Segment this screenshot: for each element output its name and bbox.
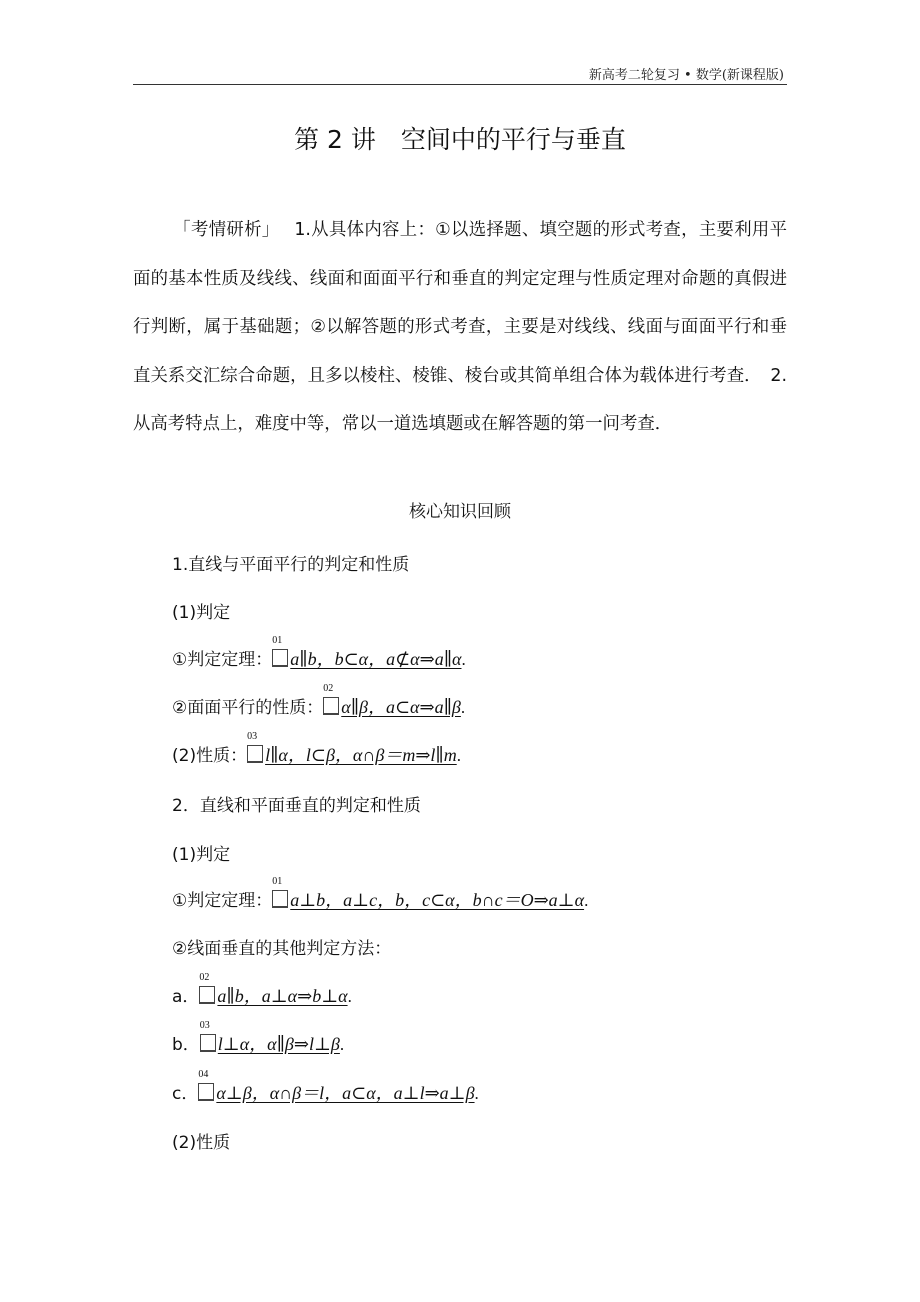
knowledge-line [172,1128,230,1153]
line-label: (2)性质 [172,1133,231,1153]
knowledge-line [172,840,230,865]
answer-blank-box[interactable] [272,635,288,667]
blank-number: 02 [323,683,334,694]
line-label: ②面面平行的性质： [172,698,324,718]
blank-number: 03 [199,1020,210,1031]
math-expression: α⊥β，α∩β＝l，a⊂α，a⊥l⇒a⊥β [216,1083,475,1103]
blank-number: 01 [272,635,283,646]
period: . [474,1084,479,1103]
knowledge-line [172,876,589,912]
page-title: 第 2 讲 空间中的平行与垂直 [294,125,626,154]
period: . [456,746,461,765]
blank-number: 04 [198,1069,209,1080]
line-label: ①判定定理： [172,891,273,911]
period: . [461,650,466,669]
answer-blank-box[interactable] [199,972,215,1004]
knowledge-line [172,635,466,671]
answer-blank-box[interactable] [198,1069,214,1101]
exam-analysis-text: 1.从具体内容上：①以选择题、填空题的形式考查，主要利用平面的基本性质及线线、线面和面面平行和垂直的判定定理与性质定理对命题的真假进行判断，属于基础题；②以解答题的形式考查，主要是对线线、线面与面面平行和垂直关系交汇综合命题，且多以棱柱、棱锥、棱台或其简单组合体为载体进行考查． 2.从高考特点上，难度中等，常以一道选填题或在解答题的第一问考查． [133,220,788,434]
period: . [339,1035,345,1054]
line-label: (2)性质： [172,746,248,766]
line-label: b． [172,1035,200,1055]
answer-blank-box[interactable] [323,683,339,715]
math-expression: a∥b，a⊥α⇒b⊥α [217,986,348,1006]
knowledge-line [172,1069,479,1105]
line-label: ②线面垂直的其他判定方法： [172,939,392,959]
blank-number: 03 [247,731,258,742]
exam-analysis-tag: 「考情研析」 [173,220,271,240]
knowledge-line [172,598,230,623]
period: . [347,987,352,1006]
math-expression: l⊥α，α∥β⇒l⊥β [217,1034,340,1054]
knowledge-line [172,972,352,1008]
line-label: c． [172,1084,199,1104]
knowledge-line [172,683,466,719]
blank-number: 01 [272,876,283,887]
knowledge-line [172,791,421,816]
line-label: ①判定定理： [172,650,273,670]
knowledge-line [172,934,391,959]
running-header: 新高考二轮复习 • 数学(新课程版) [588,68,784,83]
period: . [460,698,466,717]
answer-blank-box[interactable] [272,876,288,908]
exam-analysis-paragraph [133,206,787,449]
period: . [584,891,589,910]
answer-blank-box[interactable] [247,731,263,763]
line-label: (1)判定 [172,603,231,623]
line-label: a． [172,987,200,1007]
math-expression: l∥α，l⊂β，α∩β＝m⇒l∥m [265,745,457,765]
line-label: (1)判定 [172,845,231,865]
math-expression: a∥b，b⊂α，a⊄α⇒a∥α [290,649,462,669]
math-expression: a⊥b，a⊥c，b，c⊂α，b∩c＝O⇒a⊥α [290,890,585,910]
math-expression: α∥β，a⊂α⇒a∥β [341,697,461,717]
answer-blank-box[interactable] [199,1020,216,1052]
blank-number: 02 [199,972,210,983]
knowledge-line [172,550,409,575]
section-heading: 核心知识回顾 [409,502,511,522]
knowledge-line [172,731,461,767]
line-label: 2．直线和平面垂直的判定和性质 [172,796,421,816]
header-divider [133,84,787,85]
line-label: 1.直线与平面平行的判定和性质 [172,555,410,575]
knowledge-line [172,1020,345,1056]
